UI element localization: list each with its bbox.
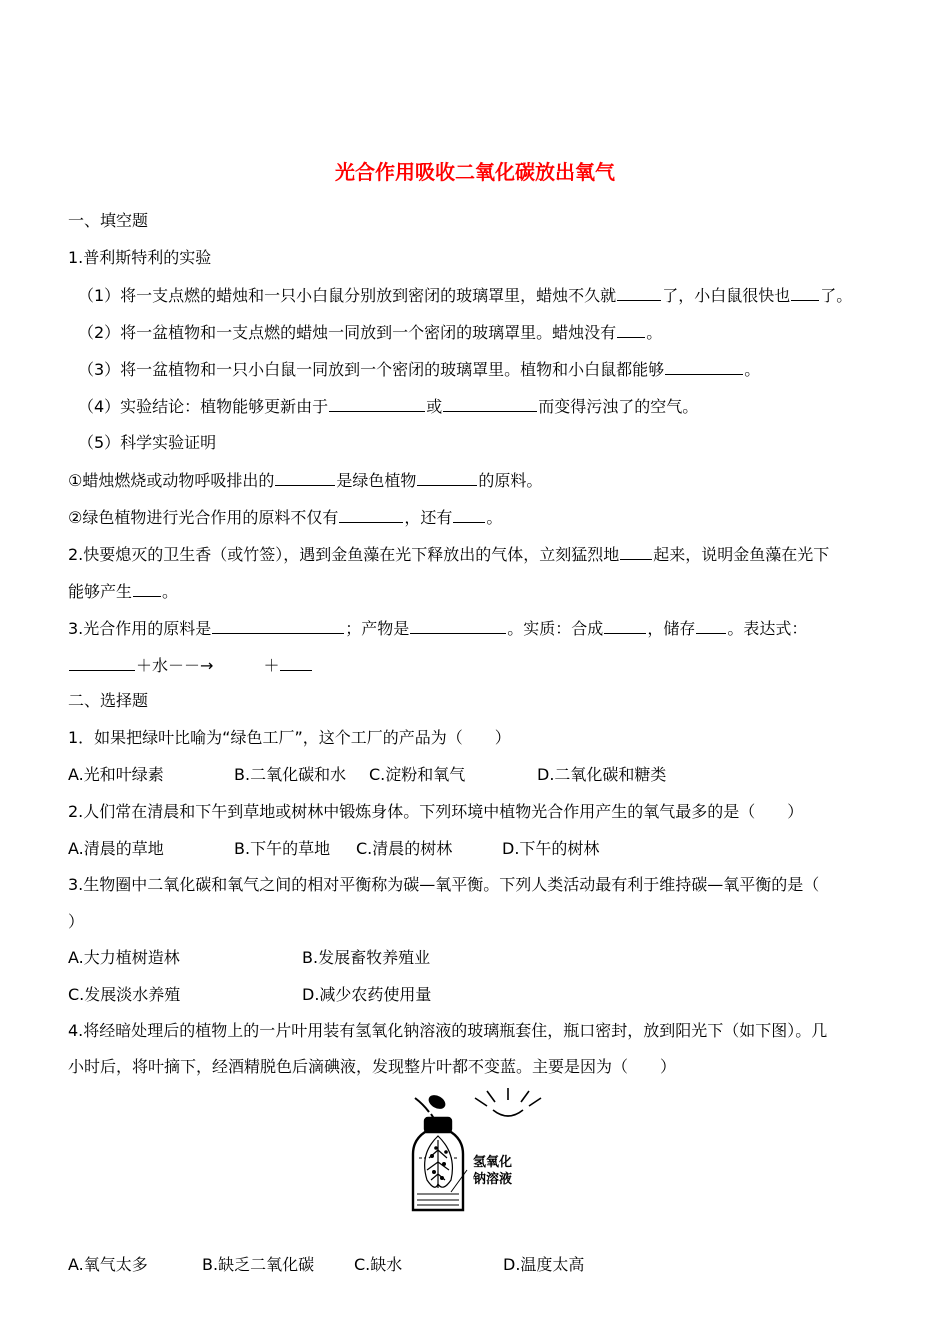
m2-stem: 2.人们常在清晨和下午到草地或树林中锻炼身体。下列环境中植物光合作用产生的氧气最多的是（ ） (68, 802, 804, 821)
figure-label: 氢氧化 钠溶液 (473, 1155, 513, 1187)
blank[interactable] (212, 617, 344, 634)
blank[interactable] (620, 543, 652, 560)
m1-option-b[interactable]: B.二氧化碳和水 (234, 765, 347, 784)
blank[interactable] (617, 321, 645, 338)
blank[interactable] (339, 506, 403, 523)
q1-claim1: ①蜡烛燃烧或动物呼吸排出的 是绿色植物 的原料。 (68, 471, 543, 490)
q1-sub1: （1）将一支点燃的蜡烛和一只小白鼠分别放到密闭的玻璃罩里，蜡烛不久就 了，小白鼠很快也 了。 (78, 286, 853, 305)
page-title: 光合作用吸收二氧化碳放出氧气 (335, 160, 615, 184)
blank[interactable] (443, 395, 537, 412)
section-heading-choice: 二、选择题 (68, 691, 149, 710)
m2-option-b[interactable]: B.下午的草地 (234, 839, 331, 858)
q1-sub3: （3）将一盆植物和一只小白鼠一同放到一个密闭的玻璃罩里。植物和小白鼠都能够 。 (78, 360, 761, 379)
section-heading-fill: 一、填空题 (68, 211, 149, 230)
q1-claim2: ②绿色植物进行光合作用的原料不仅有 ，还有 。 (68, 508, 503, 527)
m3-option-b[interactable]: B.发展畜牧养殖业 (302, 948, 431, 967)
blank[interactable] (665, 358, 743, 375)
m4-stem-line1: 4.将经暗处理后的植物上的一片叶用装有氢氧化钠溶液的玻璃瓶套住，瓶口密封，放到阳光下（如下图）。几 (68, 1021, 828, 1040)
blank[interactable] (275, 469, 335, 486)
q1-sub2: （2）将一盆植物和一支点燃的蜡烛一同放到一个密闭的玻璃罩里。蜡烛没有 。 (78, 323, 663, 342)
m4-option-a[interactable]: A.氧气太多 (68, 1255, 148, 1274)
m1-option-c[interactable]: C.淀粉和氧气 (369, 765, 466, 784)
m2-option-d[interactable]: D.下午的树林 (502, 839, 600, 858)
m3-stem-line1: 3.生物圈中二氧化碳和氧气之间的相对平衡称为碳—氧平衡。下列人类活动最有利于维持碳—氧平衡的是（ (68, 875, 820, 894)
m4-option-c[interactable]: C.缺水 (354, 1255, 403, 1274)
m1-option-a[interactable]: A.光和叶绿素 (68, 765, 164, 784)
m4-option-d[interactable]: D.温度太高 (503, 1255, 585, 1274)
q2-line1: 2.快要熄灭的卫生香（或竹签），遇到金鱼藻在光下释放出的气体，立刻猛烈地 起来，说明金鱼藻在光下 (68, 545, 830, 564)
q1-sub5: （5）科学实验证明 (78, 433, 217, 452)
blank[interactable] (696, 617, 726, 634)
m3-option-c[interactable]: C.发展淡水养殖 (68, 985, 181, 1004)
blank[interactable] (791, 284, 819, 301)
blank[interactable] (280, 654, 312, 671)
m3-option-a[interactable]: A.大力植树造林 (68, 948, 180, 967)
blank[interactable] (329, 395, 425, 412)
blank[interactable] (617, 284, 661, 301)
m1-option-d[interactable]: D.二氧化碳和糖类 (537, 765, 667, 784)
blank[interactable] (133, 580, 161, 597)
experiment-figure (405, 1088, 545, 1220)
blank[interactable] (410, 617, 506, 634)
q2-line2: 能够产生 。 (68, 582, 179, 601)
m3-stem-line2: ） (68, 912, 85, 931)
m1-stem: 1．如果把绿叶比喻为“绿色工厂”，这个工厂的产品为（ ） (68, 728, 511, 747)
blank[interactable] (417, 469, 477, 486)
m4-option-b[interactable]: B.缺乏二氧化碳 (202, 1255, 315, 1274)
blank[interactable] (604, 617, 646, 634)
m3-option-d[interactable]: D.减少农药使用量 (302, 985, 432, 1004)
q3-formula: ＋水－－→ ＋ (68, 654, 313, 677)
m2-option-a[interactable]: A.清晨的草地 (68, 839, 164, 858)
m2-option-c[interactable]: C.清晨的树林 (356, 839, 453, 858)
blank[interactable] (69, 654, 135, 671)
formula-arrow: －－→ (168, 656, 214, 675)
m4-stem-line2: 小时后，将叶摘下，经酒精脱色后滴碘液，发现整片叶都不变蓝。主要是因为（ ） (68, 1057, 677, 1076)
q1-heading: 1.普利斯特利的实验 (68, 248, 212, 267)
blank[interactable] (453, 506, 485, 523)
q1-sub4: （4）实验结论：植物能够更新由于 或 而变得污浊了的空气。 (78, 397, 699, 416)
q3-line1: 3.光合作用的原料是 ；产物是 。实质：合成 ，储存 。表达式： (68, 619, 808, 638)
sun-icon (475, 1088, 541, 1116)
